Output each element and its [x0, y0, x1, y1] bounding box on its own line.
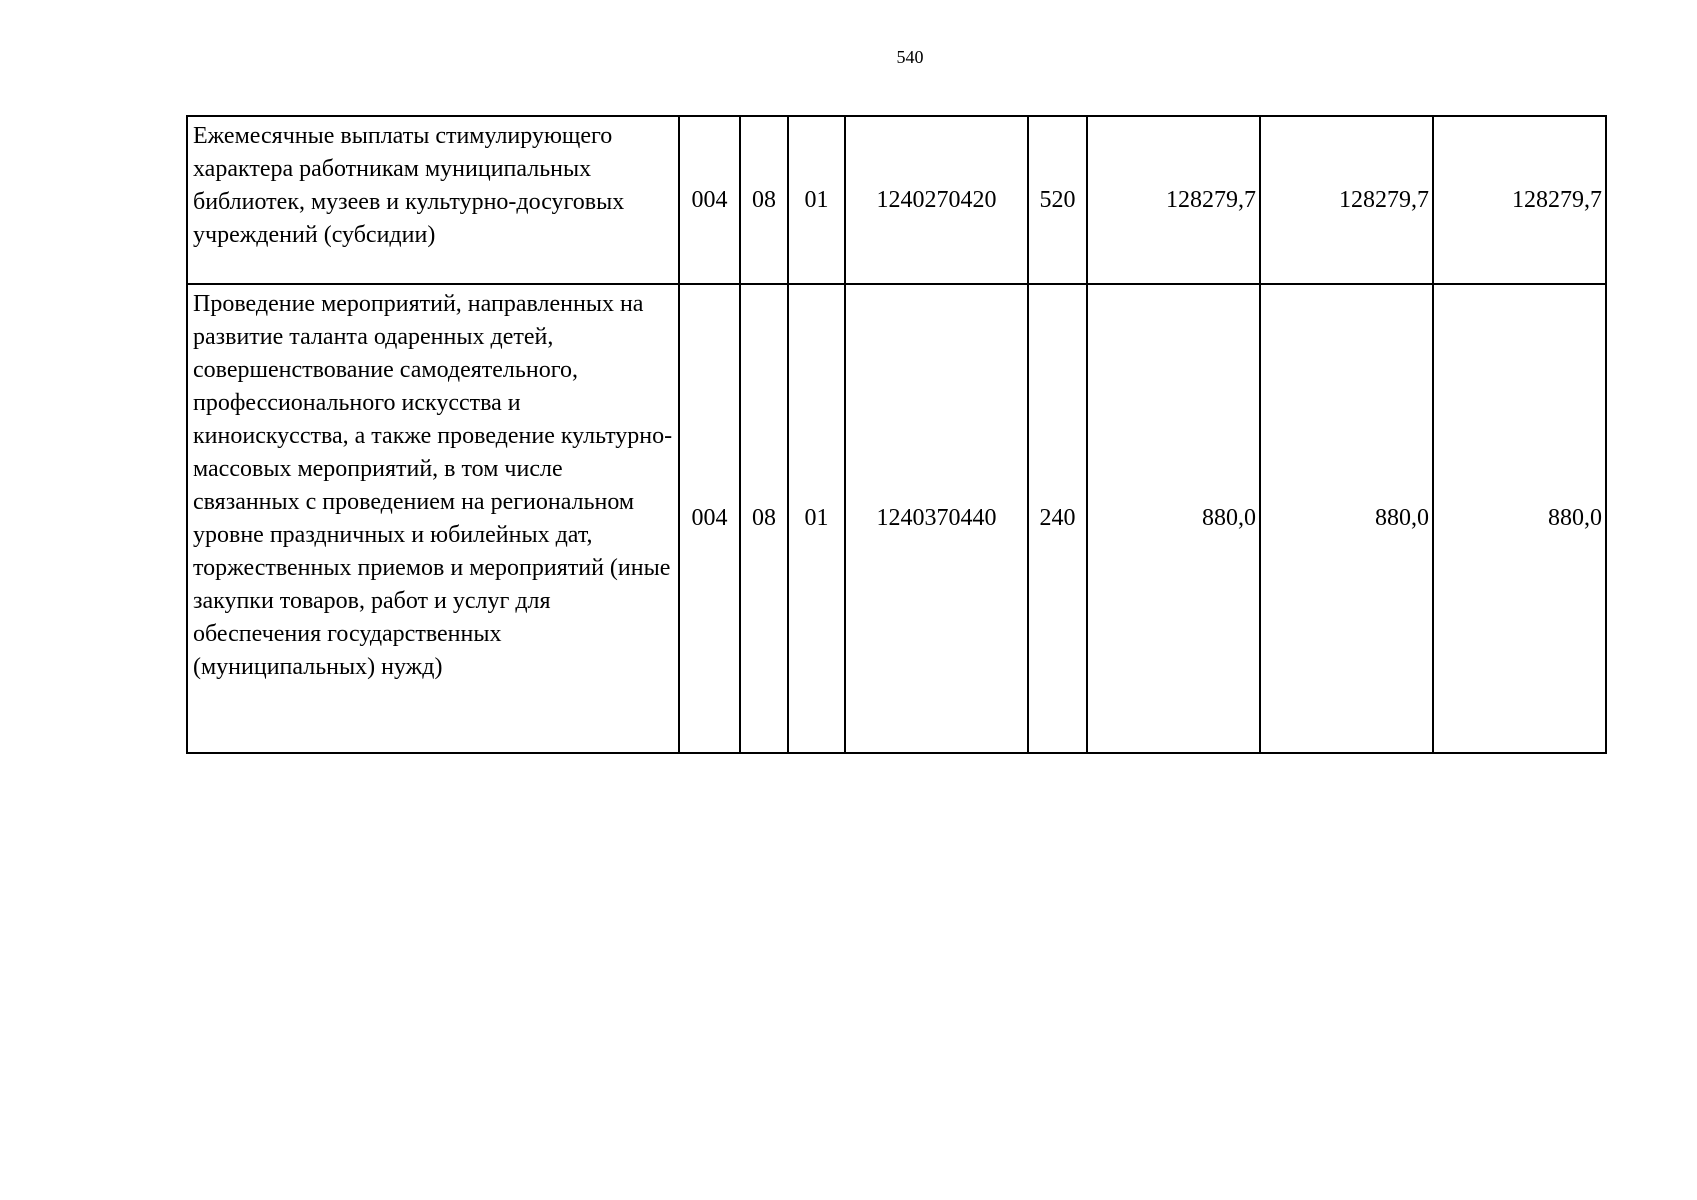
ministry-code: 004: [679, 284, 740, 753]
budget-table: [186, 115, 1607, 754]
target-article-code: 1240270420: [845, 116, 1028, 284]
table-row: [187, 284, 1606, 753]
expense-type-code: 520: [1028, 116, 1087, 284]
amount-year-3: 880,0: [1433, 284, 1606, 753]
subsection-code: 01: [788, 116, 845, 284]
amount-year-2: 128279,7: [1260, 116, 1433, 284]
section-code: 08: [740, 284, 788, 753]
amount-year-2: 880,0: [1260, 284, 1433, 753]
table-row: [187, 116, 1606, 284]
section-code: 08: [740, 116, 788, 284]
amount-year-3: 128279,7: [1433, 116, 1606, 284]
ministry-code: 004: [679, 116, 740, 284]
expense-type-code: 240: [1028, 284, 1087, 753]
subsection-code: 01: [788, 284, 845, 753]
amount-year-1: 128279,7: [1087, 116, 1260, 284]
row-description: Проведение мероприятий, направленных на развитие таланта одаренных детей, совершенствование самодеятельного, профессионального искусства и киноискусства, а также проведение культурно-массовых мероприятий, в том числе связанных с проведением на региональном уровне праздничных и юбилейных дат, торжественных приемов и мероприятий (иные закупки товаров, работ и услуг для обеспечения государственных (муниципальных) нужд): [187, 284, 679, 753]
row-description: Ежемесячные выплаты стимулирующего характера работникам муниципальных библиотек, музеев и культурно-досуговых учреждений (субсидии): [187, 116, 679, 284]
amount-year-1: 880,0: [1087, 284, 1260, 753]
target-article-code: 1240370440: [845, 284, 1028, 753]
page-number: 540: [896, 47, 924, 67]
